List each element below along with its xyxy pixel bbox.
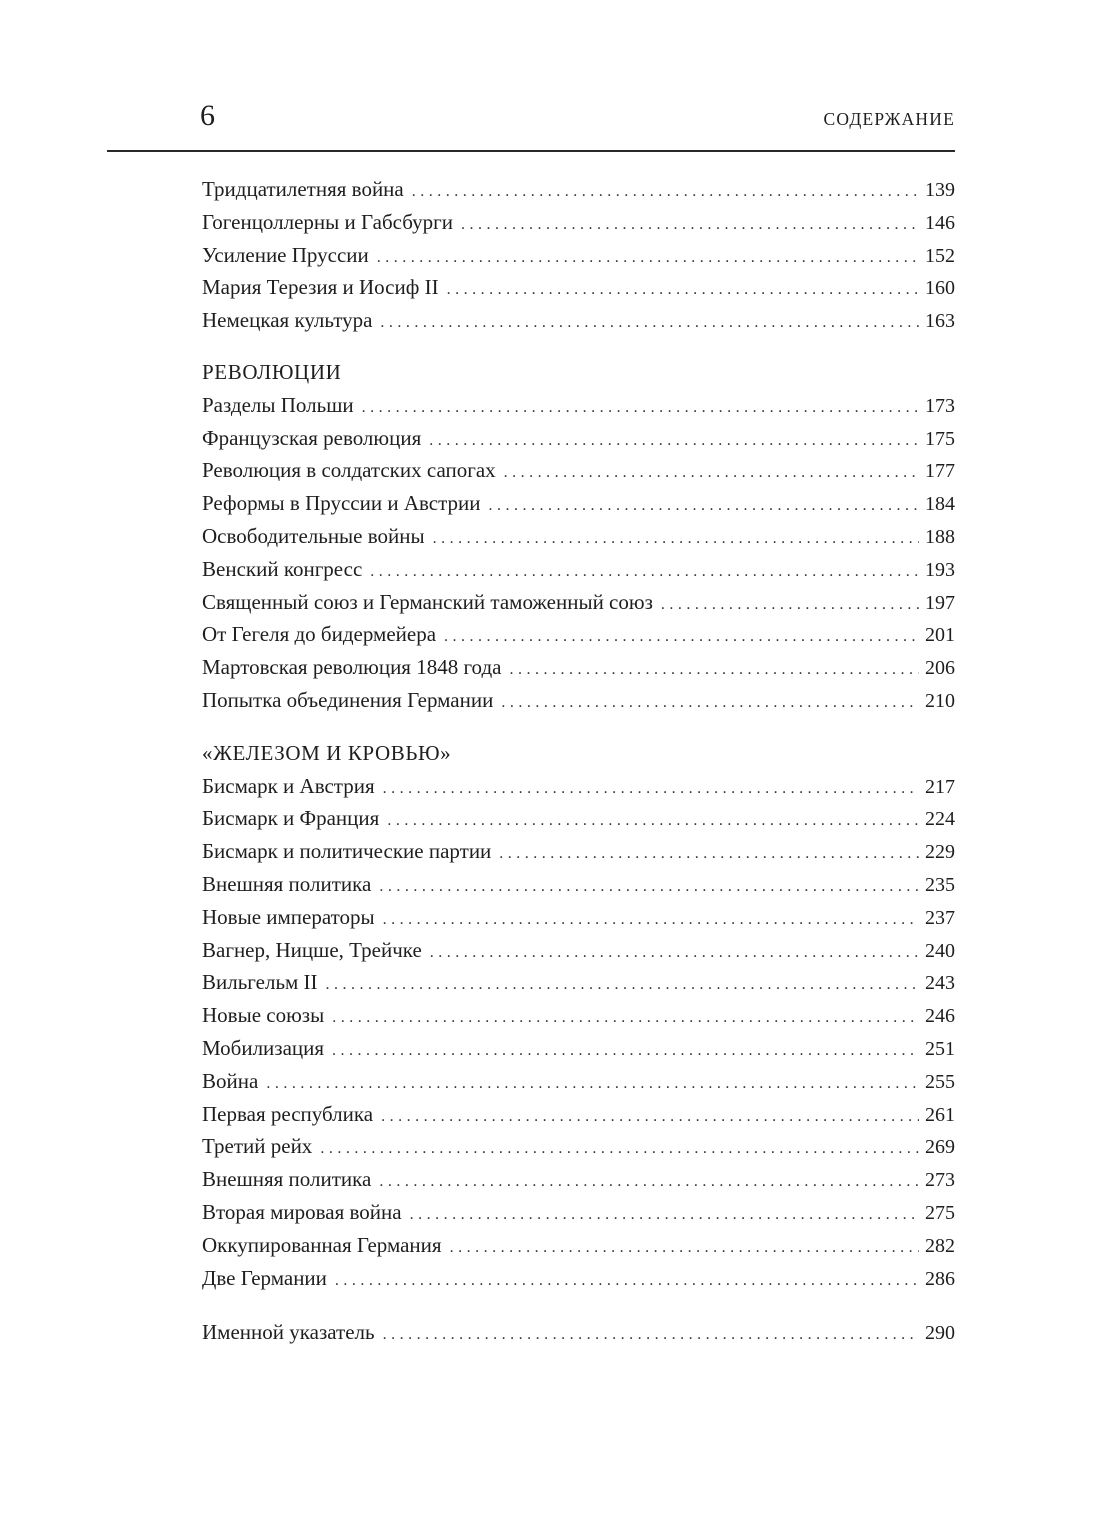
dot-leader: [504, 457, 919, 490]
toc-entry: [202, 271, 955, 304]
dot-leader: [326, 969, 919, 1002]
entry-title: От Гегеля до бидермейера: [202, 622, 437, 647]
dot-leader: [383, 904, 919, 937]
dot-leader: [332, 1035, 919, 1068]
entry-page-number: 269: [925, 1136, 955, 1159]
toc-entry: [202, 553, 955, 586]
entry-title: Оккупированная Германия: [202, 1232, 442, 1257]
toc-entry: [202, 1163, 955, 1196]
dot-leader: [661, 589, 919, 622]
dot-leader: [370, 556, 919, 589]
toc-entry: [202, 304, 955, 337]
dot-leader: [444, 621, 919, 654]
entry-page-number: 177: [925, 460, 955, 483]
entry-page-number: 290: [925, 1322, 955, 1345]
entry-page-number: 217: [925, 775, 955, 798]
dot-leader: [387, 805, 919, 838]
dot-leader: [461, 209, 919, 242]
header-rule: [107, 150, 955, 152]
dot-leader: [380, 307, 919, 340]
dot-leader: [362, 392, 919, 425]
toc-entry: [202, 1130, 955, 1163]
toc-entry: [202, 1316, 955, 1349]
entry-title: Мария Терезия и Иосиф II: [202, 275, 439, 300]
entry-title: Освободительные войны: [202, 523, 425, 548]
entry-page-number: 163: [925, 310, 955, 333]
entry-title: Гогенцоллерны и Габсбурги: [202, 209, 453, 234]
dot-leader: [332, 1002, 919, 1035]
toc-group: [202, 737, 955, 1295]
toc-group: [202, 356, 955, 717]
dot-leader: [379, 1166, 919, 1199]
dot-leader: [335, 1265, 919, 1298]
entry-title: Тридцатилетняя война: [202, 177, 404, 201]
entry-page-number: 273: [925, 1169, 955, 1192]
entry-page-number: 197: [925, 591, 955, 614]
toc-entry: [202, 173, 955, 206]
entry-title: Новые союзы: [202, 1003, 325, 1028]
toc-entry: [202, 454, 955, 487]
entry-page-number: 255: [925, 1070, 955, 1093]
dot-leader: [501, 687, 919, 720]
dot-leader: [381, 1101, 919, 1134]
toc-group: [202, 1316, 955, 1349]
toc-entry: [202, 1032, 955, 1065]
entry-page-number: 246: [925, 1005, 955, 1028]
group-spacer: [202, 717, 955, 737]
toc-entry: [202, 618, 955, 651]
section-title: «ЖЕЛЕЗОМ И КРОВЬЮ»: [202, 740, 452, 765]
toc-entry: [202, 239, 955, 272]
entry-page-number: 193: [925, 558, 955, 581]
toc-entry: [202, 802, 955, 835]
group-spacer: [202, 1294, 955, 1316]
entry-title: Первая республика: [202, 1101, 374, 1126]
entry-page-number: 240: [925, 939, 955, 962]
toc-entry: [202, 487, 955, 520]
entry-page-number: 139: [925, 179, 955, 201]
entry-page-number: 173: [925, 394, 955, 417]
toc-entry: [202, 520, 955, 553]
entry-title: Третий рейх: [202, 1134, 313, 1159]
dot-leader: [377, 242, 919, 275]
toc-entry: [202, 835, 955, 868]
entry-page-number: 146: [925, 211, 955, 234]
entry-title: Внешняя политика: [202, 1167, 372, 1192]
entry-page-number: 286: [925, 1267, 955, 1290]
table-of-contents: [202, 173, 955, 1349]
dot-leader: [429, 425, 919, 458]
toc-group: [202, 173, 955, 337]
dot-leader: [489, 490, 919, 523]
toc-entry: [202, 966, 955, 999]
entry-title: Вагнер, Ницше, Трейчке: [202, 937, 422, 962]
entry-page-number: 243: [925, 972, 955, 995]
toc-entry: [202, 389, 955, 422]
entry-title: Бисмарк и Франция: [202, 806, 380, 831]
entry-page-number: 175: [925, 427, 955, 450]
entry-page-number: 282: [925, 1234, 955, 1257]
entry-page-number: 224: [925, 808, 955, 831]
dot-leader: [509, 654, 919, 687]
entry-page-number: 261: [925, 1103, 955, 1126]
dot-leader: [320, 1133, 919, 1166]
running-head: СОДЕРЖАНИЕ: [823, 109, 955, 129]
entry-title: Мобилизация: [202, 1035, 325, 1060]
entry-title: Новые императоры: [202, 904, 375, 929]
entry-page-number: 210: [925, 689, 955, 712]
dot-leader: [383, 1319, 919, 1352]
dot-leader: [410, 1199, 919, 1232]
entry-title: Революция в солдатских сапогах: [202, 458, 496, 483]
dot-leader: [450, 1232, 919, 1265]
entry-title: Вильгельм II: [202, 970, 318, 995]
entry-page-number: 152: [925, 244, 955, 267]
entry-title: Венский конгресс: [202, 556, 363, 581]
toc-entry: [202, 1098, 955, 1131]
entry-page-number: 206: [925, 657, 955, 680]
entry-title: Немецкая культура: [202, 308, 373, 333]
entry-title: Бисмарк и Австрия: [202, 773, 375, 798]
entry-title: Реформы в Пруссии и Австрии: [202, 491, 481, 516]
entry-title: Попытка объединения Германии: [202, 687, 494, 712]
entry-page-number: 160: [925, 277, 955, 300]
dot-leader: [266, 1068, 919, 1101]
entry-page-number: 275: [925, 1201, 955, 1224]
entry-page-number: 251: [925, 1037, 955, 1060]
entry-page-number: 237: [925, 906, 955, 929]
toc-entry: [202, 422, 955, 455]
dot-leader: [433, 523, 919, 556]
entry-page-number: 229: [925, 841, 955, 864]
toc-entry: [202, 1065, 955, 1098]
entry-title: Внешняя политика: [202, 871, 372, 896]
toc-entry: [202, 999, 955, 1032]
dot-leader: [383, 773, 919, 806]
toc-entry: [202, 868, 955, 901]
entry-title: Две Германии: [202, 1265, 327, 1290]
entry-title: Усиление Пруссии: [202, 242, 369, 267]
page-number: 6: [200, 99, 215, 132]
entry-page-number: 235: [925, 873, 955, 896]
dot-leader: [412, 176, 919, 209]
entry-title: Мартовская революция 1848 года: [202, 655, 502, 680]
dot-leader: [499, 838, 919, 871]
entry-title: Вторая мировая война: [202, 1199, 402, 1224]
entry-title: Священный союз и Германский таможенный союз: [202, 589, 653, 614]
toc-entry: [202, 651, 955, 684]
dot-leader: [447, 274, 919, 307]
dot-leader: [379, 871, 919, 904]
entry-title: Французская революция: [202, 425, 422, 450]
entry-title: Война: [202, 1068, 259, 1093]
entry-title: Бисмарк и политические партии: [202, 839, 492, 864]
toc-entry: [202, 934, 955, 967]
toc-entry: [202, 1196, 955, 1229]
toc-entry: [202, 1229, 955, 1262]
toc-entry: [202, 770, 955, 803]
entry-page-number: 188: [925, 525, 955, 548]
entry-title: Именной указатель: [202, 1320, 375, 1345]
toc-entry: [202, 206, 955, 239]
toc-entry: [202, 684, 955, 717]
entry-title: Разделы Польши: [202, 392, 354, 417]
entry-page-number: 184: [925, 493, 955, 516]
dot-leader: [430, 937, 919, 970]
toc-entry: [202, 1262, 955, 1295]
entry-page-number: 201: [925, 624, 955, 647]
toc-entry: [202, 901, 955, 934]
section-title: РЕВОЛЮЦИИ: [202, 359, 342, 384]
toc-entry: [202, 586, 955, 619]
